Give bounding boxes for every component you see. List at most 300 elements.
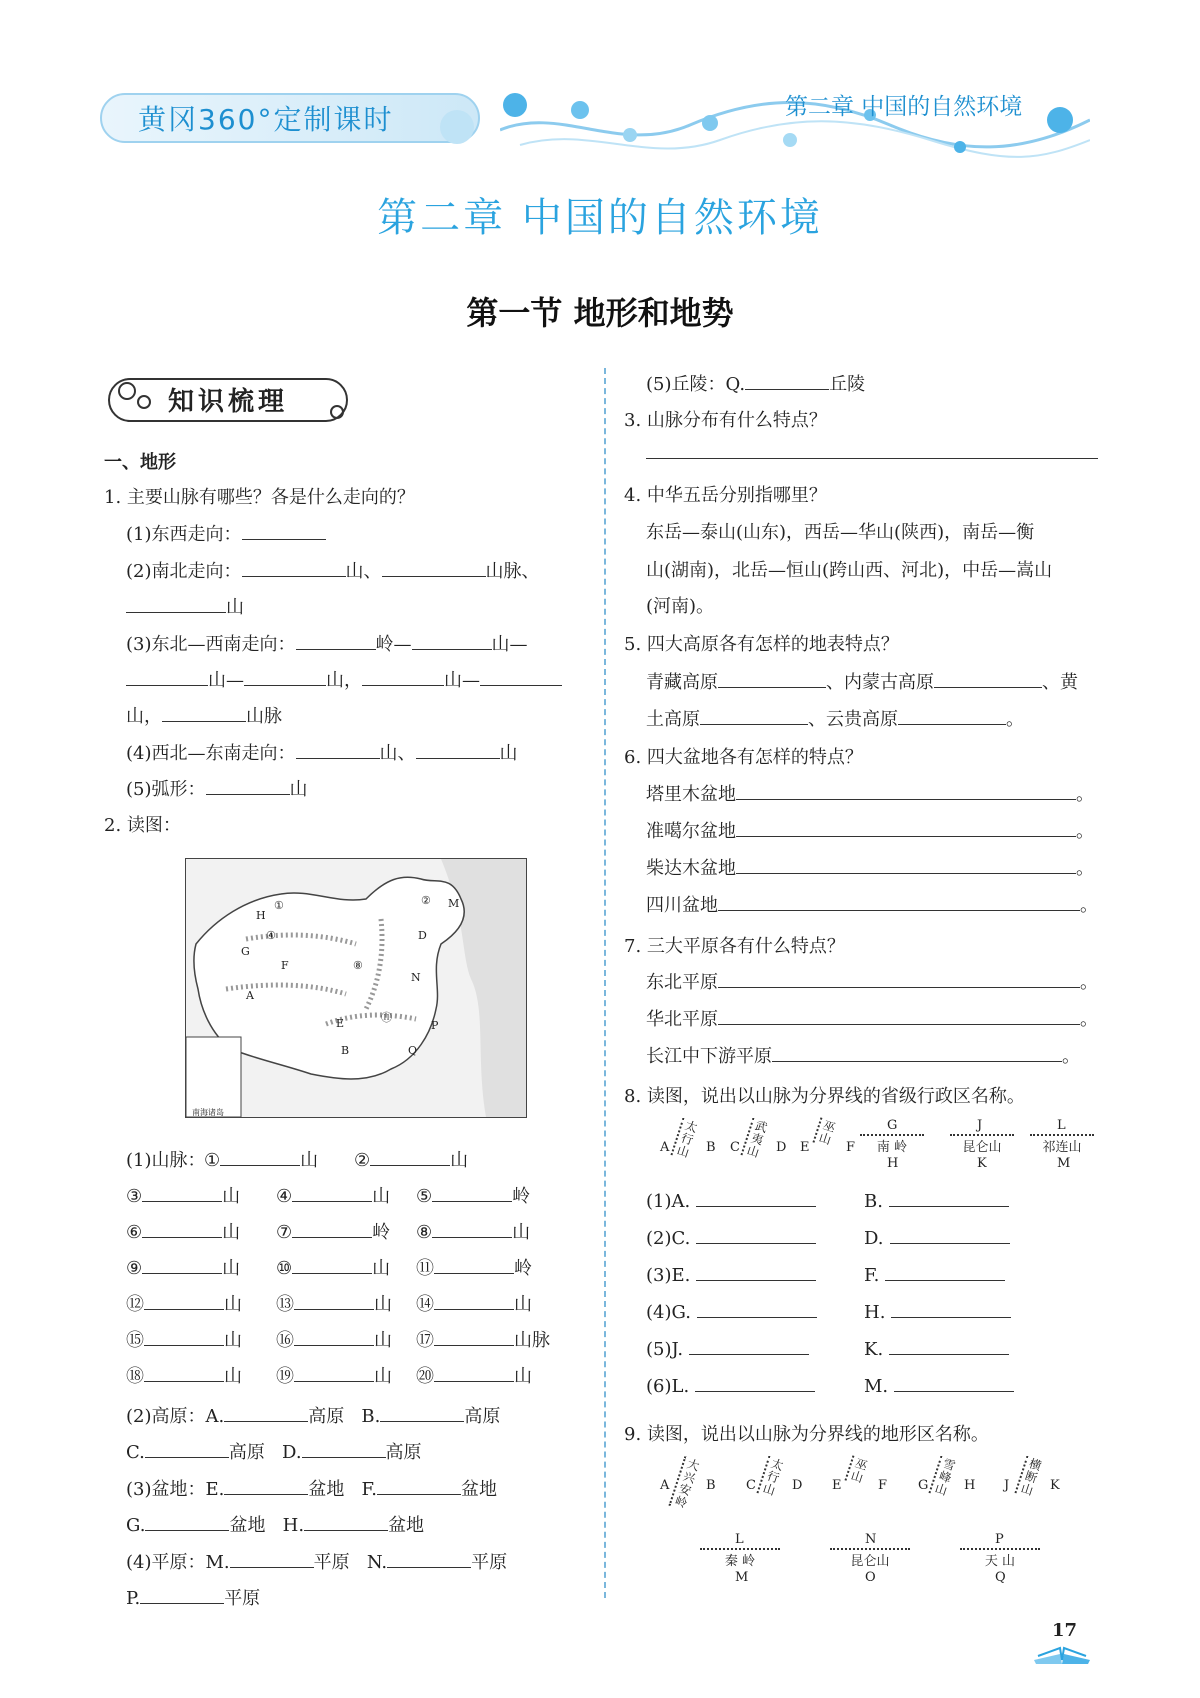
diagram-letter: N [865,1532,877,1547]
mountain-number: ⑫ [126,1294,144,1315]
diagram-letter: E [832,1478,842,1493]
answer-blank[interactable] [432,1185,512,1202]
answer-blank[interactable] [296,742,380,759]
answer-blank[interactable] [242,560,346,577]
chapter-title: 第二章 中国的自然环境 [377,195,823,241]
answer-blank[interactable] [220,1149,300,1166]
question-9: 9. 读图，说出以山脉为分界线的地形区名称。 [624,1424,989,1445]
text: P. [126,1588,141,1609]
answer-blank[interactable] [718,894,1080,911]
answer-blank[interactable] [142,1185,222,1202]
mountain-suffix: 岭 [514,1258,532,1279]
basin-answer-row [646,854,1094,880]
map-drawing [186,859,526,1117]
answer-blank[interactable] [889,1190,1009,1207]
diagram-letter: K [977,1156,987,1171]
basin-answer-row [646,817,1094,843]
answer-blank[interactable] [377,1478,461,1495]
answer-blank[interactable] [387,1551,471,1568]
mountain-cell [126,1254,240,1280]
q8-answer-grid [646,1190,1086,1420]
text: 盆地 [308,1479,345,1500]
q1-row-5 [126,775,308,801]
mountain-number: ② [354,1150,371,1171]
diagram-letter: D [776,1140,787,1155]
answer-blank[interactable] [230,1551,314,1568]
map-label: H [256,909,266,922]
q8-right-cell [864,1190,1009,1212]
map-number: ⑪ [381,1011,392,1024]
map-label: N [411,971,421,984]
diagram-letter: A [660,1478,670,1493]
question-2: 2. 读图： [104,815,181,836]
text: 山脉、 [485,561,540,582]
answer-blank[interactable] [145,1514,229,1531]
answer-blank[interactable] [898,708,1006,725]
answer-blank[interactable] [432,1221,512,1238]
text: 盆地 [460,1479,497,1500]
diagram-letter: A [660,1140,670,1155]
diagram-range-name: 南 岭 [860,1134,924,1155]
question-8: 8. 读图，说出以山脉为分界线的省级行政区名称。 [624,1086,1025,1107]
q8-left-cell [646,1375,815,1397]
mountain-number: ④ [276,1186,293,1207]
answer-blank[interactable] [294,1293,374,1310]
diagram-letter: D [792,1478,803,1493]
text: 高原 [464,1406,501,1427]
mountain-number: ③ [126,1186,143,1207]
plain-answer-row [646,1042,1080,1068]
q5-row-2 [646,705,1024,731]
answer-blank[interactable] [695,1375,815,1392]
map-label: D [418,929,427,942]
map-label: E [336,1017,345,1030]
text: 山脉 [246,706,282,727]
q8-label: (1)A. [646,1191,691,1212]
diagram-letter: J [1004,1478,1010,1493]
map-label: F [281,959,289,972]
map-label: M [448,897,460,910]
text: 山 [289,779,308,800]
mountain-lead: (1)山脉： [126,1150,206,1171]
answer-blank[interactable] [434,1293,514,1310]
diagram-range-name: 横断山 [1014,1456,1046,1500]
q1-row-1 [126,520,326,546]
q1-row-2 [126,557,540,583]
q8-label: K. [864,1339,884,1360]
map-label: G [241,945,250,958]
q4-answer-3: (河南)。 [646,596,715,617]
plain-answer-lines [646,968,1101,1088]
answer-blank[interactable] [772,1045,1062,1062]
map-number: ② [421,894,431,907]
question-6: 6. 四大盆地各有怎样的特点？ [624,747,863,768]
text: 高原 [385,1442,422,1463]
diagram-letter: F [846,1140,856,1155]
answer-blank[interactable] [736,857,1076,874]
end-mark: 。 [1080,895,1098,916]
q4-answer-2: 山(湖南)，北岳—恒山(跨山西、河北)，中岳—嵩山 [646,560,1053,581]
q1-3-label: (3)东北—西南走向： [126,634,296,655]
mountain-cell [126,1326,242,1352]
mountain-suffix: 山 [374,1366,392,1387]
text: N. [366,1552,388,1573]
end-mark: 。 [1076,858,1094,879]
mountain-diagram [832,1456,896,1516]
answer-blank[interactable] [292,1257,372,1274]
mountain-suffix: 山 [372,1186,391,1207]
answer-blank[interactable] [894,1375,1014,1392]
mountain-diagram [830,1532,910,1592]
question-4: 4. 中华五岳分别指哪里？ [624,485,827,506]
mountain-suffix: 岭 [372,1222,391,1243]
q9-diagrams-bottom [700,1532,1080,1592]
map-number: ④ [266,929,276,942]
text: (4)平原：M. [126,1552,230,1573]
answer-blank[interactable] [244,669,326,686]
basin-name: 柴达木盆地 [646,858,736,879]
plain-name: 东北平原 [646,972,718,993]
answer-blank[interactable] [891,1301,1011,1318]
text: 平原 [313,1552,350,1573]
mountain-diagram [960,1532,1040,1592]
mountain-diagram [1030,1118,1094,1178]
answer-blank[interactable] [304,1514,388,1531]
mountain-number: ⑱ [126,1366,144,1387]
answer-blank[interactable] [126,669,208,686]
diagram-range-name: 昆仑山 [950,1134,1014,1155]
text: 山、 [379,743,416,764]
text: (5)丘陵：Q. [646,374,746,395]
answer-blank[interactable] [294,1365,374,1382]
mountain-suffix: 山 [222,1222,241,1243]
q8-right-cell [864,1338,1009,1360]
q8-right-cell [864,1375,1014,1397]
answer-blank[interactable] [736,783,1076,800]
section-title: 第一节 地形和地势 [466,294,734,332]
text: (3)盆地：E. [126,1479,225,1500]
q5-row-1 [646,668,1078,694]
q1-2-label: (2)南北走向： [126,561,242,582]
map-number: ⑧ [353,959,363,972]
mountain-diagram [746,1456,810,1516]
question-5: 5. 四大高原各有怎样的地表特点？ [624,634,899,655]
answer-blank[interactable] [302,1441,386,1458]
text: 土高原 [646,709,700,730]
q8-right-cell [864,1264,1005,1286]
mountain-cell [276,1290,392,1316]
answer-blank[interactable] [144,1329,224,1346]
mountain-suffix: 山 [514,1294,532,1315]
answer-blank[interactable] [242,523,326,540]
mountain-suffix: 山 [450,1150,469,1171]
answer-blank[interactable] [434,1257,514,1274]
answer-blank[interactable] [416,742,500,759]
answer-blank[interactable] [362,669,444,686]
diagram-range-name: 雪峰山 [928,1456,960,1500]
q8-label: (4)G. [646,1302,691,1323]
q1-4-label: (4)西北—东南走向： [126,743,296,764]
text: (2)高原：A. [126,1406,225,1427]
q8-label: M. [864,1376,889,1397]
text: 青藏高原 [646,672,718,693]
q2-5-row [646,370,865,396]
q8-right-cell [864,1301,1011,1323]
mountain-suffix: 山 [372,1258,391,1279]
mountain-number: ⑧ [416,1222,433,1243]
text: 山— [208,670,244,691]
diagram-range-name: 巫山 [844,1455,872,1486]
diagram-letter: L [1057,1118,1066,1133]
diagram-letter: B [706,1478,716,1493]
q8-left-cell [646,1190,816,1212]
answer-blank[interactable] [126,596,226,613]
plateau-row-2 [126,1438,422,1464]
mountain-diagram [800,1118,860,1178]
mountain-number: ⑩ [276,1258,293,1279]
q8-label: B. [864,1191,883,1212]
mountain-diagram [730,1118,790,1178]
mountain-cell [276,1326,392,1352]
mountain-cell [276,1254,390,1280]
mountain-diagram [918,1456,982,1516]
mountain-suffix: 山 [514,1366,532,1387]
basin-row-2 [126,1511,424,1537]
text: 山、 [345,561,382,582]
diagram-letter: E [800,1140,810,1155]
answer-blank[interactable] [696,1227,816,1244]
answer-blank[interactable] [144,1293,224,1310]
answer-blank[interactable] [934,671,1042,688]
mountain-number: ⑨ [126,1258,143,1279]
mountain-number: ⑳ [416,1366,434,1387]
plateau-row-1 [126,1402,500,1428]
mountain-diagram [700,1532,780,1592]
mountain-suffix: 岭 [512,1186,531,1207]
q1-row-3 [126,630,528,656]
mountain-cell [416,1254,532,1280]
diagram-range-name: 巫山 [812,1117,840,1148]
mountain-diagram [660,1118,720,1178]
answer-blank[interactable] [696,1190,816,1207]
answer-blank[interactable] [745,373,829,390]
diagram-range-name: 武夷山 [740,1118,772,1162]
text: 高原 [308,1406,345,1427]
answer-blank[interactable] [718,671,826,688]
page-number: 17 [1052,1620,1078,1641]
plain-answer-row [646,1005,1098,1031]
mountain-cell [416,1362,532,1388]
answer-blank[interactable] [206,778,290,795]
mountain-suffix: 山 [224,1294,242,1315]
basin-row-1 [126,1475,497,1501]
diagram-range-name: 祁连山 [1030,1134,1094,1155]
mountain-diagram [950,1118,1014,1178]
diagram-range-name: 秦 岭 [700,1548,780,1569]
mountain-cell [276,1182,390,1208]
mountain-suffix: 山 [512,1222,531,1243]
mountain-diagram [660,1456,724,1516]
map-label: Q [408,1044,418,1057]
q8-left-cell [646,1264,816,1286]
diagram-letter: F [878,1478,888,1493]
diagram-letter: K [1050,1478,1060,1493]
end-mark: 。 [1080,972,1098,993]
heading-ring-icon [118,382,136,400]
diagram-letter: M [735,1570,749,1585]
end-mark: 。 [1076,784,1094,805]
map-label: A [246,989,254,1002]
mountain-cell [416,1290,532,1316]
q8-label: F. [864,1265,880,1286]
column-divider [604,368,606,1598]
diagram-letter: C [730,1140,740,1155]
heading-ring-icon [137,395,151,409]
q8-label: H. [864,1302,886,1323]
map-label: B [341,1044,350,1057]
answer-blank[interactable] [689,1338,809,1355]
mountain-suffix: 山 [374,1330,392,1351]
mountain-number: ⑮ [126,1330,144,1351]
answer-blank[interactable] [294,1329,374,1346]
mountain-cell [126,1182,240,1208]
mountain-suffix: 山 [374,1294,392,1315]
diagram-letter: J [977,1118,983,1133]
q8-label: (5)J. [646,1339,684,1360]
text: 山— [491,634,528,655]
diagram-letter: Q [995,1570,1006,1585]
q8-left-cell [646,1227,816,1249]
answer-blank[interactable] [480,669,562,686]
answer-blank[interactable] [370,1149,450,1166]
text: 高原 [228,1442,265,1463]
answer-blank[interactable] [224,1405,308,1422]
text: 山， [126,706,162,727]
basin-name: 塔里木盆地 [646,784,736,805]
answer-blank[interactable] [736,820,1076,837]
plain-answer-row [646,968,1098,994]
diagram-letter: H [887,1156,899,1171]
q4-answer-1: 东岳—泰山(山东)，西岳—华山(陕西)，南岳—衡 [646,522,1035,543]
answer-blank[interactable] [224,1478,308,1495]
diagram-range-name: 太行山 [756,1456,788,1500]
answer-blank[interactable] [885,1264,1005,1281]
mountain-number: ⑥ [126,1222,143,1243]
subhead-terrain: 一、地形 [104,452,176,473]
answer-blank[interactable] [412,633,492,650]
mountain-suffix: 山脉 [514,1330,550,1351]
basin-name: 四川盆地 [646,895,718,916]
text: G. [126,1515,146,1536]
basin-answer-row [646,891,1098,917]
answer-blank[interactable] [382,560,486,577]
q1-row-2b [126,593,244,619]
answer-blank[interactable] [697,1301,817,1318]
answer-blank[interactable] [162,705,246,722]
end-mark: 。 [1062,1046,1080,1067]
answer-blank[interactable] [292,1221,372,1238]
q8-label: D. [864,1228,884,1249]
map-number: ① [274,899,284,912]
text: C. [126,1442,145,1463]
plain-name: 华北平原 [646,1009,718,1030]
question-7: 7. 三大平原各有什么特点？ [624,936,845,957]
diagram-letter: P [995,1532,1004,1547]
mountain-cell [126,1362,242,1388]
map-label: P [431,1019,439,1032]
q8-left-cell [646,1338,809,1360]
answer-blank[interactable] [296,633,376,650]
diagram-letter: H [964,1478,976,1493]
diagram-letter: O [865,1570,876,1585]
plain-name: 长江中下游平原 [646,1046,772,1067]
q1-row-3b [126,666,562,692]
answer-blank[interactable] [142,1221,222,1238]
diagram-letter: G [887,1118,898,1133]
q9-diagrams-top [660,1456,1090,1528]
book-icon [1032,1640,1092,1666]
answer-blank[interactable] [434,1329,514,1346]
answer-blank[interactable] [718,1008,1080,1025]
diagram-range-name: 太行山 [670,1118,702,1162]
text: 、云贵高原 [808,709,898,730]
answer-blank[interactable] [890,1227,1010,1244]
answer-blank[interactable] [142,1257,222,1274]
answer-blank[interactable] [700,708,808,725]
text: H. [282,1515,305,1536]
diagram-range-name: 昆仑山 [830,1548,910,1569]
text: 盆地 [388,1515,425,1536]
answer-blank[interactable] [140,1587,224,1604]
question-3: 3. 山脉分布有什么特点？ [624,410,827,431]
text: B. [361,1406,381,1427]
text: 平原 [471,1552,508,1573]
answer-blank[interactable] [696,1264,816,1281]
text: 山— [444,670,480,691]
answer-blank[interactable] [434,1365,514,1382]
text: 山， [326,670,362,691]
basin-answer-row [646,780,1094,806]
heading-ring-icon [330,405,344,419]
text: 。 [1006,709,1024,730]
basin-name: 准噶尔盆地 [646,821,736,842]
answer-line[interactable] [646,458,1098,459]
text: D. [282,1442,302,1463]
text: 山 [226,597,244,618]
answer-blank[interactable] [380,1405,464,1422]
plain-row-1 [126,1548,507,1574]
mountain-number: ⑯ [276,1330,294,1351]
answer-blank[interactable] [718,971,1080,988]
answer-blank[interactable] [889,1338,1009,1355]
diagram-letter: G [918,1478,929,1493]
text: 岭— [375,634,412,655]
text: 盆地 [229,1515,266,1536]
text: 丘陵 [829,374,866,395]
question-1: 1. 主要山脉有哪些？各是什么走向的？ [104,487,415,508]
plain-row-2 [126,1584,260,1610]
mountain-cell [204,1146,318,1172]
answer-blank[interactable] [144,1365,224,1382]
answer-blank[interactable] [292,1185,372,1202]
q8-label: (6)L. [646,1376,690,1397]
answer-blank[interactable] [145,1441,229,1458]
q1-1-label: (1)东西走向： [126,524,242,545]
end-mark: 。 [1080,1009,1098,1030]
mountain-number: ⑪ [416,1258,434,1279]
mountain-cell [126,1290,242,1316]
mountain-cell [354,1146,468,1172]
